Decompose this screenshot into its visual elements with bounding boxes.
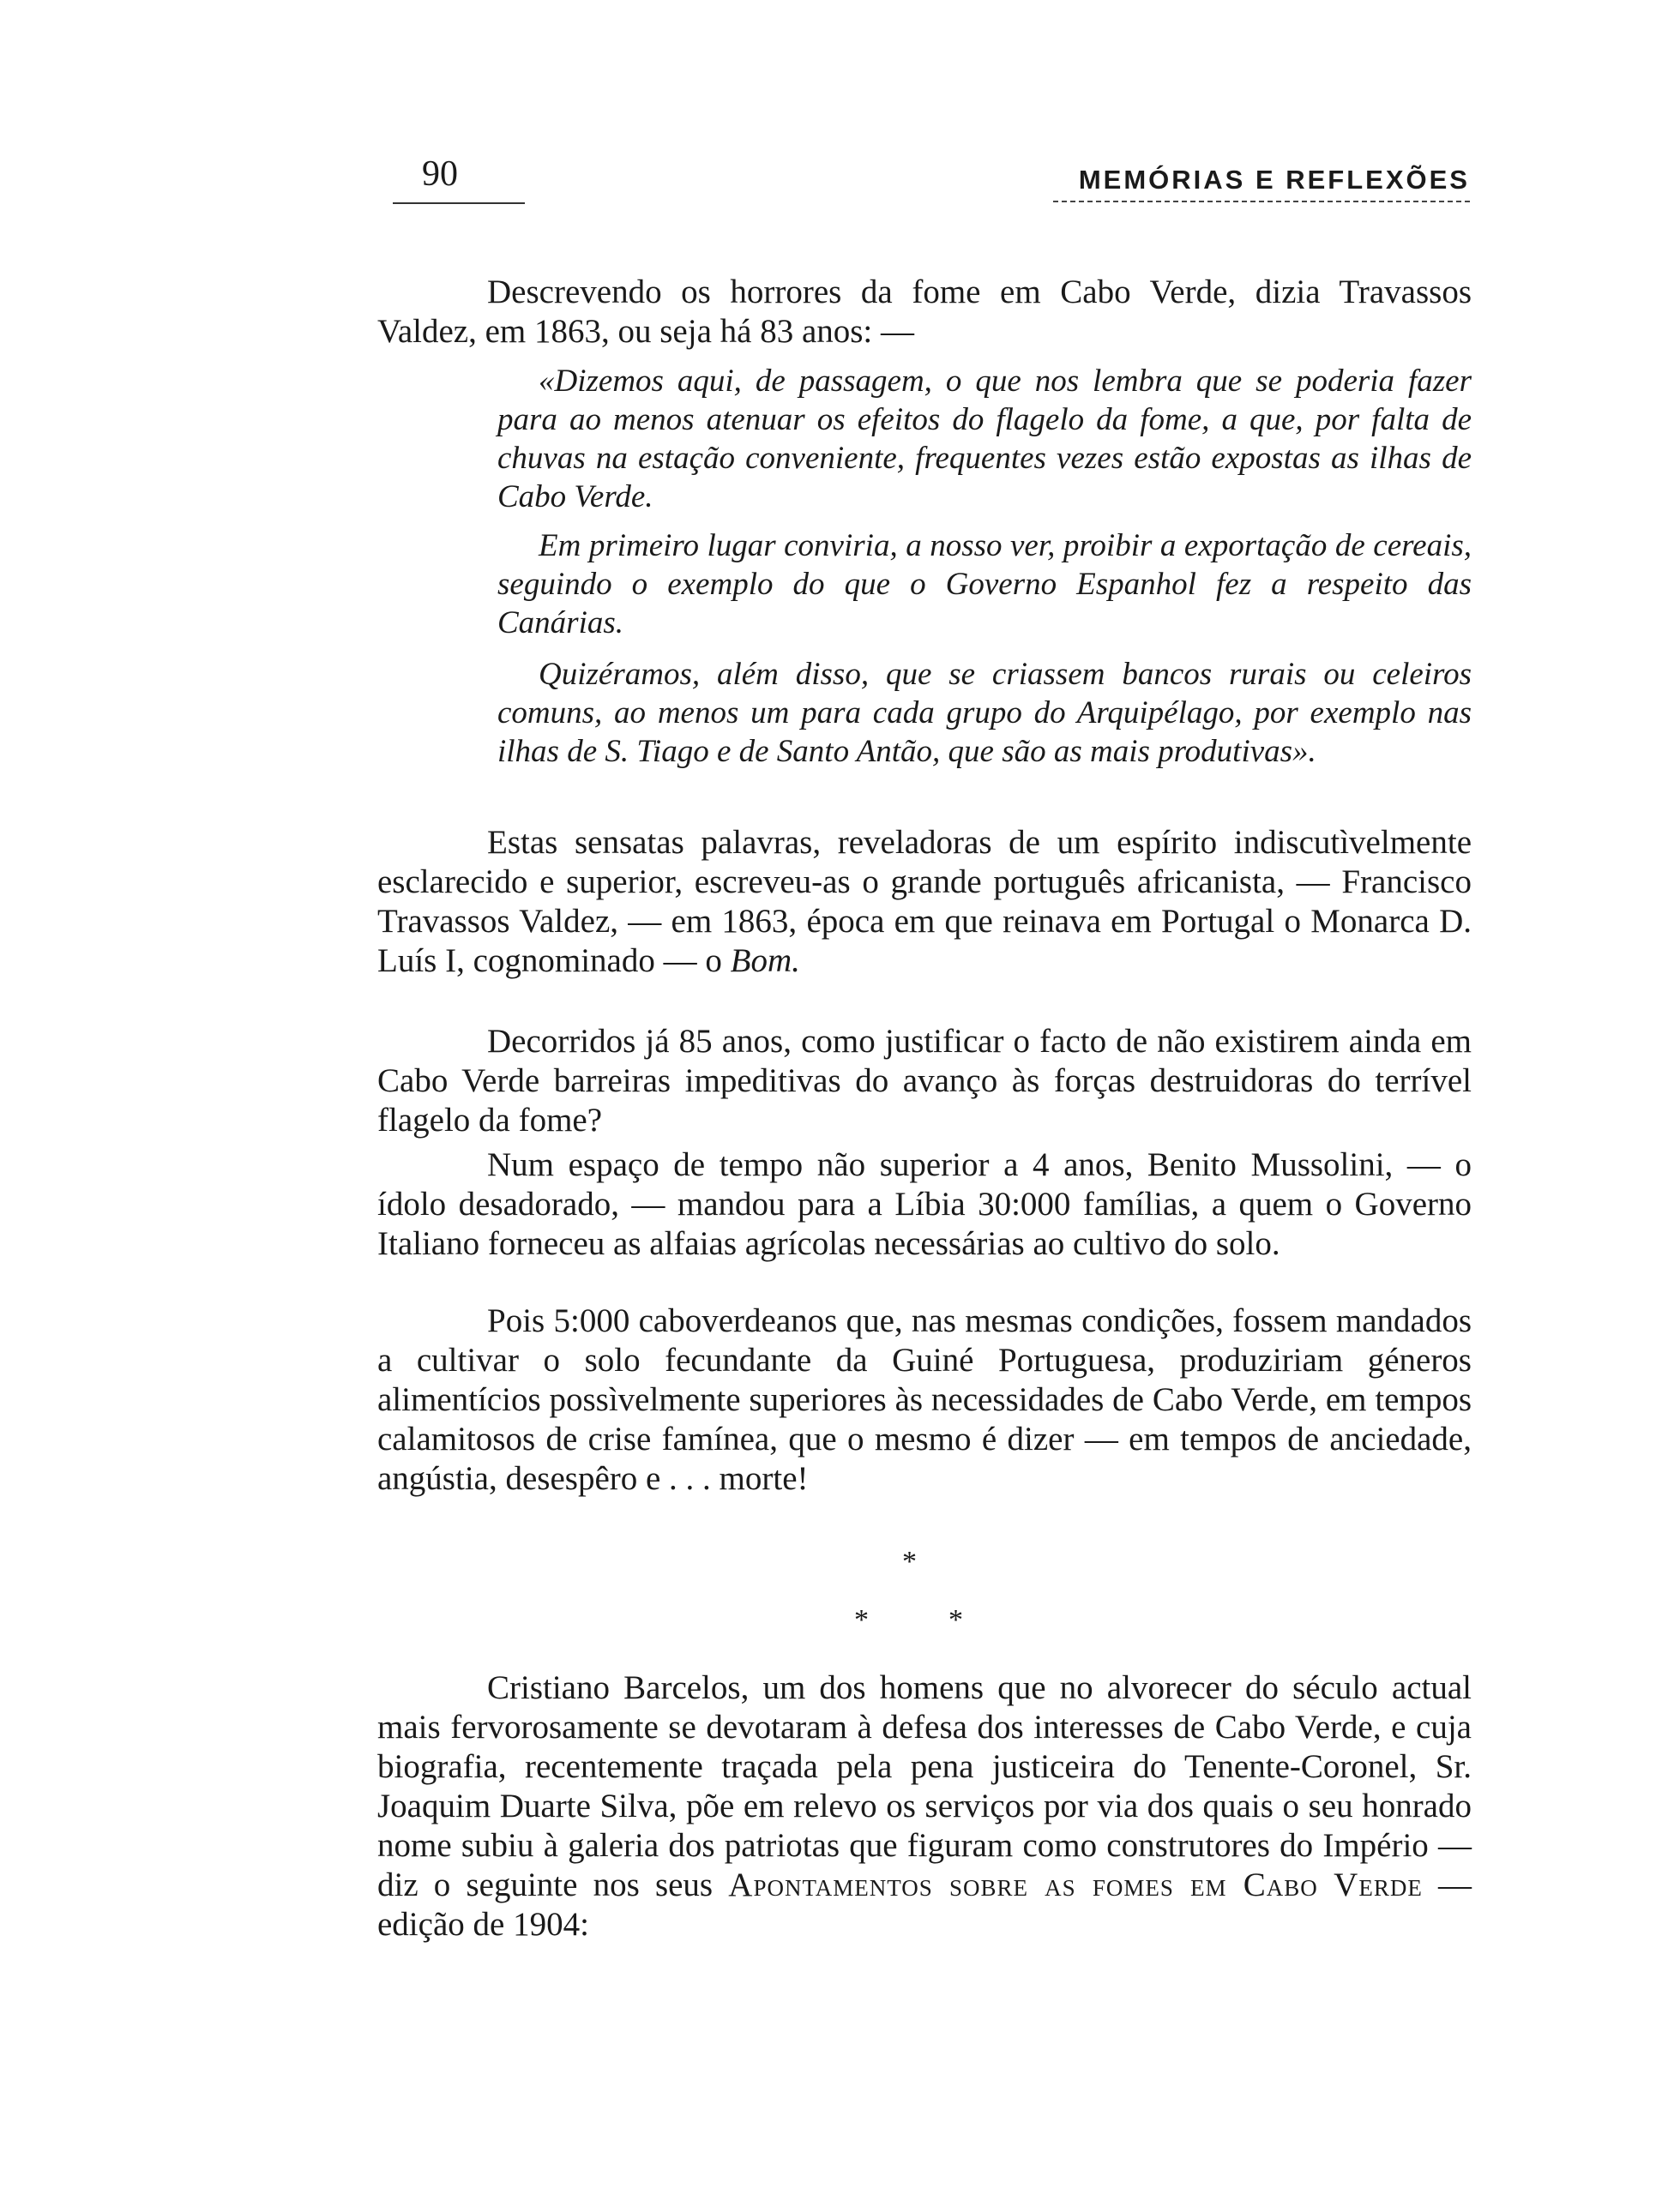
paragraph-mussolini	[377, 1145, 1472, 1264]
quote-paragraph-2	[497, 526, 1472, 642]
paragraph-text: Descrevendo os horrores da fome em Cabo Verde, dizia Travassos Valdez, em 1863, ou seja há 83 anos: —	[377, 273, 1472, 350]
paragraph-text: Num espaço de tempo não superior a 4 anos, Benito Mussolini, — o ídolo desadorado, — mandou para a Líbia 30:000 famílias, a quem o Governo Italiano forneceu as alfaias agrícolas necessárias ao cultivo do solo.	[377, 1146, 1472, 1262]
paragraph-text-main: Estas sensatas palavras, reveladoras de um espírito indiscutìvelmente esclarecido e superior, escreveu-as o grande português africanista, — Francisco Travassos Valdez, — em 1863, época em que reinava em Portugal o Monarca D. Luís I, cognominado — o	[377, 824, 1472, 979]
paragraph-text	[377, 823, 1472, 981]
running-title: MEMÓRIAS E REFLEXÕES	[1053, 163, 1470, 202]
paragraph-text	[377, 1668, 1472, 1945]
asterisk-mark: *	[948, 1604, 963, 1636]
paragraph-intro	[377, 273, 1472, 352]
quote-text: Em primeiro lugar conviria, a nosso ver, proibir a exportação de cereais, seguindo o exemplo do que o Governo Espanhol fez a respeito das Canárias.	[497, 528, 1472, 640]
paragraph-barcelos	[377, 1668, 1472, 1945]
paragraph-text-italic: Bom.	[730, 942, 800, 979]
paragraph-question	[377, 1022, 1472, 1140]
book-title-reference: Apontamentos sobre as fomes em Cabo Verde	[728, 1866, 1423, 1903]
paragraph-commentary	[377, 823, 1472, 981]
asterisk-mark: *	[854, 1604, 869, 1636]
page-number: 90	[393, 153, 525, 204]
asterisk-mark: *	[902, 1546, 917, 1578]
quote-text: «Dizemos aqui, de passagem, o que nos lembra que se poderia fazer para ao menos atenuar os efeitos do flagelo da fome, a que, por falta de chuvas na estação conveniente, frequentes vezes estão expostas as ilhas de Cabo Verde.	[497, 364, 1472, 514]
quote-text: Quizéramos, além disso, que se criassem bancos rurais ou celeiros comuns, ao menos um para cada grupo do Arquipélago, por exemplo nas ilhas de S. Tiago e de Santo Antão, que são as mais produtivas».	[497, 657, 1472, 769]
paragraph-proposal	[377, 1301, 1472, 1499]
paragraph-text: Pois 5:000 caboverdeanos que, nas mesmas condições, fossem mandados a cultivar o solo fecundante da Guiné Portuguesa, produziriam géneros alimentícios possìvelmente superiores às necessidades de Cabo Verde, em tempos calamitosos de crise famínea, que o mesmo é dizer — em tempos de anciedade, angústia, desespêro e . . . morte!	[377, 1302, 1472, 1497]
quote-paragraph-1	[497, 362, 1472, 516]
paragraph-text-end: — edição de 1904:	[377, 1866, 1472, 1943]
paragraph-text-main: Cristiano Barcelos, um dos homens que no alvorecer do século actual mais fervorosamente se devotaram à defesa dos interesses de Cabo Verde, e cuja biografia, recentemente traçada pela pena justiceira do Tenente-Coronel, Sr. Joaquim Duarte Silva, põe em relevo os serviços por via dos quais o seu honrado nome subiu à galeria dos patriotas que figuram como construtores do Império — diz o seguinte nos seus	[377, 1669, 1472, 1903]
quote-paragraph-3	[497, 655, 1472, 771]
paragraph-text: Decorridos já 85 anos, como justificar o facto de não existirem ainda em Cabo Verde barreiras impeditivas do avanço às forças destruidoras do terrível flagelo da fome?	[377, 1023, 1472, 1139]
